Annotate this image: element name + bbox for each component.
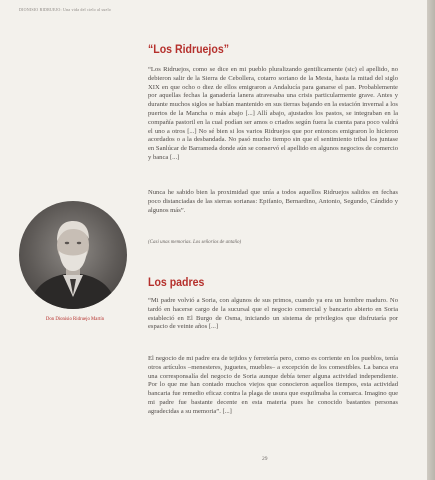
section-title-padres: Los padres [148,275,205,289]
page-gutter [427,0,435,480]
quote-paragraph-2: Nunca he sabido bien la proximidad que unía a todos aquellos Ridruejos salidos en fechas poco distanciadas de las sierras sorianas: Epifanio, Bernardino, Antonio, Segundo, Cándido y algunos más”. [148,189,398,214]
portrait-photo [19,201,127,309]
page-number: 29 [262,456,268,462]
portrait-caption: Don Dionisio Ridruejo Martín [45,317,105,322]
section-title-ridruejos: “Los Ridruejos” [148,42,229,56]
running-head: DIONISIO RIDRUEJO: Una vida del cielo al suelo [19,7,111,12]
portrait-illustration [19,201,127,309]
quote-paragraph-4: El negocio de mi padre era de tejidos y ferretería pero, como es corriente en los pueblos, tenía otros artículos –menesteres, juguetes, muebles– a excepción de los comestibles. La banca era una corresponsalía del negocio de Soria aunque debía tener alguna actividad independiente. Por lo que me han contado muchos viejos que conocieron aquellos tiempos, esta actividad bancaria fue remedio eficaz contra la plaga de usura que esquilmaba la comarca. Imagino que mi padre fue bastante decente en esta materia pues he conocido bastantes personas agradecidas a su memoria”. [...] [148,355,398,415]
source-note: (Casi unas memorias. Los señoríos de antaño) [148,240,242,245]
quote-paragraph-3: “Mi padre volvió a Soria, con algunos de sus primos, cuando ya era un hombre maduro. No tardó en hacerse cargo de la sucursal que el negocio comercial y bancario abierto en Soria estableció en El Burgo de Osma, iniciando un sistema de privilegios que disfrutaría por espacio de veinte años [...] [148,297,398,331]
quote-paragraph-1: “Los Ridruejos, como se dice en mi pueblo pluralizando gentilicamente (sic) el apellido, no debieron salir de la Sierra de Cebollera, cotarro soriano de la Mesta, hasta la mitad del siglo XIX en que ocho o diez de ellos emigraron a Andalucía para ganarse el pan. Probablemente por aquellas fechas la ganadería lanera atravesaba una crisis particularmente grave. Antes y durante muchos siglos se habían mantenido en sus tierras bajando en la estación invernal a los puertos de la Mancha o más abajo [...] Allí abajo, ajustados los pastos, se integraban en la compañía pastoril en la cual podían ser amos o criados según fuera la cuenta para poco valdrá el uno a otros [...] No sé bien si los varios Ridruejos que por entonces emigraron lo hicieron acordados o a la desbandada. No pasó mucho tiempo sin que el sentimiento tribal los juntase en Sanlúcar de Barrameda donde aún se conservó el apellido en algunos negocios de comercio y banca [...] [148,66,398,161]
